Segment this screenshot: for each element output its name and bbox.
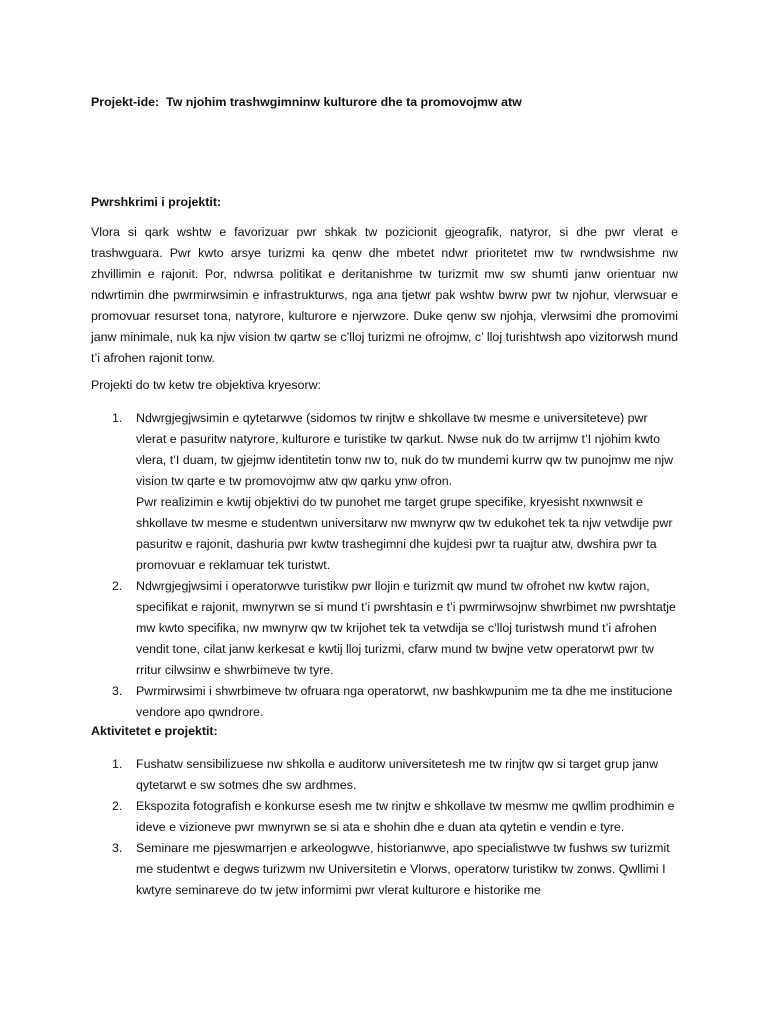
list-number: 1.: [112, 411, 123, 425]
list-number: 3.: [112, 684, 123, 698]
list-number: 1.: [112, 757, 123, 771]
objective-text: Ndwrgjegjwsimi i operatorwve turistikw pwr llojin e turizmit qw mund tw ofrohet nw kwtw rajon, specifikat e rajonit, mwnyrwn se si mund t’i pwrshtasin e t’i pwrmirwsojnw shwrbimet nw pwrshtatje mw kwto specifika, nw mwnyrw qw tw krijohet tek ta vetwdija se c’lloj turistwsh mund t’i afrohen vendit tone, cilat janw kerkesat e kwtij lloj turizmi, cfarw mund tw bwjne vetw operatorwt pwr tw rritur cilwsinw e shwrbimeve tw tyre.: [136, 579, 676, 677]
activities-heading: Aktivitetet e projektit:: [91, 724, 218, 738]
activities-list: [91, 754, 678, 901]
objective-extra: Pwr realizimin e kwtij objektivi do tw punohet me target grupe specifike, kryesisht nxwnwsit e shkollave tw mesme e studentwn universitarw nw mwnyrw qw tw edukohet tek ta njw vetwdije pwr pasuritw e rajonit, dashuria pwr kwtw trashegimni dhe kujdesi pwr ta ruajtur atw, dwshira pwr ta promovuar e reklamuar tek turistwt.: [136, 495, 673, 572]
objective-text: Pwrmirwsimi i shwrbimeve tw ofruara nga operatorwt, nw bashkwpunim me ta dhe me institucione vendore apo qwndrore.: [136, 684, 673, 719]
list-number: 2.: [112, 799, 123, 813]
objective-item: [91, 408, 678, 576]
activity-text: Seminare me pjeswmarrjen e arkeologwve, historianwve, apo specialistwve tw fushws sw turizmit me studentwt e degws turizwm nw Universitetin e Vlorws, operatorw turistikw tw zonws. Qwllimi I kwtyre seminareve do tw jetw informimi pwr vlerat kulturore e historike me: [136, 841, 670, 897]
activity-text: Fushatw sensibilizuese nw shkolla e auditorw universitetesh me tw rinjtw qw si target grup janw qytetarwt e sw sotmes dhe sw ardhmes.: [136, 757, 659, 792]
list-number: 3.: [112, 841, 123, 855]
activity-item: [91, 796, 678, 838]
description-paragraph: Vlora si qark wshtw e favorizuar pwr shkak tw pozicionit gjeografik, natyror, si dhe pwr vlerat e trashwguara. Pwr kwto arsye turizmi ka qenw dhe mbetet ndwr prioritetet mw tw rwndwsishme nw zhvillimin e rajonit. Por, ndwrsa politikat e deritanishme tw turizmit mw sw shumti janw orientuar nw ndwrtimin dhe pwrmirwsimin e infrastrukturws, nga ana tjetwr pak wshtw bwrw pwr tw njohur, vlerwsuar e promovuar resurset tona, natyrore, kulturore e njerwzore. Duke qenw sw njohja, vlerwsimi dhe promovimi janw minimale, nuk ka njw vision tw qartw se c’lloj turizmi ne ofrojmw, c’ lloj turishtwsh apo vizitorwsh mund t’i afrohen rajonit tonw.: [91, 225, 678, 365]
objectives-list: [91, 408, 678, 723]
activity-item: [91, 754, 678, 796]
activity-item: [91, 838, 678, 901]
objective-text: Ndwrgjegjwsimin e qytetarwve (sidomos tw rinjtw e shkollave tw mesme e universiteteve) pwr vlerat e pasuritw natyrore, kulturore e turistike tw qarkut. Nwse nuk do tw arrijmw t’I njohim kwto vlera, t’I duam, tw gjejmw identitetin tonw nw to, nuk do tw mundemi kurrw qw tw punojmw me njw vision tw qarte e tw promovojmw atw qw qarku ynw ofron.: [136, 411, 674, 488]
objectives-lead: Projekti do tw ketw tre objektiva kryesorw:: [91, 378, 321, 392]
objective-item: [91, 681, 678, 723]
list-number: 2.: [112, 579, 123, 593]
project-title: Projekt-ide: Tw njohim trashwgimninw kulturore dhe ta promovojmw atw: [91, 95, 522, 109]
objective-item: [91, 576, 678, 681]
description-heading: Pwrshkrimi i projektit:: [91, 195, 222, 209]
activity-text: Ekspozita fotografish e konkurse esesh me tw rinjtw e shkollave tw mesmw me qwllim prodhimin e ideve e vizioneve pwr mwnyrwn se si ata e shohin dhe e duan ata qytetin e vendin e tyre.: [136, 799, 675, 834]
